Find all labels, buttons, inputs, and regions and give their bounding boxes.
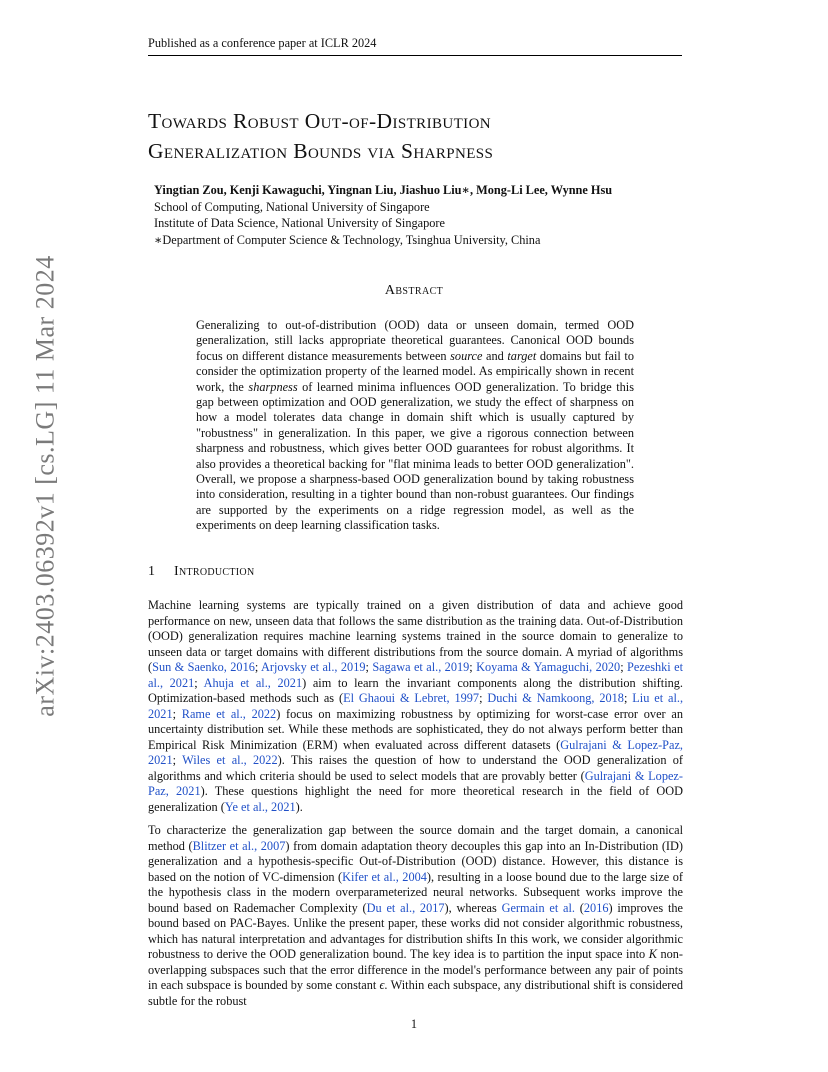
- abstract-heading: Abstract: [384, 283, 444, 298]
- abstract-emphasis-source: source: [450, 348, 483, 363]
- paragraph-text: ) improves the bound based on PAC-Bayes. Unlike the present paper, these works did not consider algorithmic robustness, which has natural interpretation and advantages for distribution shifts In this work, we consider algorithmic robustness to derive the OOD generalization bound. The key idea is to partition the input space into: [148, 900, 683, 961]
- citation-link[interactable]: Germain et al.: [501, 900, 576, 915]
- author-names: Yingtian Zou, Kenji Kawaguchi, Yingnan Liu, Jiashuo Liu∗, Mong-Li Lee, Wynne Hsu: [154, 183, 613, 197]
- abstract-text: and: [482, 348, 508, 363]
- paragraph-text: ;: [254, 660, 262, 674]
- math-symbol-k: K: [648, 947, 657, 961]
- paragraph-text: ;: [620, 660, 628, 674]
- affiliation-2: Institute of Data Science, National University of Singapore: [154, 216, 445, 230]
- citation-link[interactable]: Pezeshki et al., 2021: [148, 660, 684, 690]
- paragraph-text: ;: [194, 675, 204, 690]
- abstract-text: Generalizing to out-of-distribution (OOD) data or unseen domain, termed OOD generalization, still lacks appropriate theoretical guarantees. Canonical OOD bounds focus on different distance measurements between: [196, 318, 634, 363]
- citation-link[interactable]: Koyama & Yamaguchi, 2020: [476, 660, 621, 674]
- introduction-paragraph-1: [148, 598, 683, 815]
- abstract-body: [196, 318, 634, 534]
- paragraph-text: ;: [479, 691, 488, 705]
- abstract-text: of learned minima influences OOD generalization. To bridge this gap between optimization and OOD generalization, we study the effect of sharpness on how a model tolerates data change in domain shift which is usually captured by "robustness" in generalization. In this paper, we give a rigorous connection between sharpness and robustness, which gives better OOD guarantees for robust algorithms. It also provides a theoretical backing for "flat minima leads to better OOD generalization". Overall, we propose a sharpness-based OOD generalization bound by taking robustness into consideration, resulting in a tighter bound than non-robust guarantees. Our findings are supported by the experiments on a ridge regression model, as well as the experiments on deep learning classification tasks.: [196, 379, 634, 533]
- paper-title-line-1: Towards Robust Out-of-Distribution: [148, 109, 492, 133]
- paragraph-text: . Within each subspace, any distributional shift is considered subtle for the robust: [148, 978, 683, 1008]
- paragraph-text: ;: [469, 660, 477, 674]
- citation-link[interactable]: Arjovsky et al., 2019: [261, 660, 366, 674]
- section-number: 1: [148, 564, 156, 579]
- citation-link[interactable]: Sagawa et al., 2019: [372, 660, 470, 674]
- page-number: 1: [410, 1017, 418, 1031]
- abstract-emphasis-sharpness: sharpness: [248, 379, 298, 394]
- math-symbol-epsilon: ϵ: [379, 978, 385, 992]
- affiliation-1: School of Computing, National University of Singapore: [154, 199, 430, 214]
- paragraph-text: ;: [623, 691, 633, 705]
- arxiv-identifier-text: arXiv:2403.06392v1 [cs.LG] 11 Mar 2024: [31, 255, 60, 717]
- citation-link[interactable]: 2016: [583, 900, 609, 915]
- paragraph-text: Machine learning systems are typically trained on a given distribution of data and achieve good performance on new, unseen data that follows the same distribution as the training data. Out-of-Distribution (OOD) generalization requires machine learning systems trained in the source domain to generalize to unseen data or target domains with different distributions from the source domain. A myriad of algorithms (: [148, 598, 683, 674]
- citation-link[interactable]: Du et al., 2017: [366, 900, 445, 915]
- paragraph-text: To characterize the generalization gap between the source domain and the target domain, a canonical method (: [148, 823, 683, 853]
- citation-link[interactable]: Gulrajani & Lopez-Paz, 2021: [148, 768, 683, 798]
- paragraph-text: ).: [295, 799, 303, 814]
- paragraph-text: ;: [172, 753, 183, 767]
- citation-link[interactable]: El Ghaoui & Lebret, 1997: [343, 691, 480, 705]
- paragraph-text: ;: [365, 660, 373, 674]
- paragraph-text: (: [575, 900, 584, 915]
- paragraph-text: ) focus on maximizing robustness by optimizing for worst-case error over an uncertainty distribution set. While these methods are sophisticated, they do not always perform better than Empirical Risk Minimization (ERM) when evaluated across different datasets (: [148, 706, 683, 752]
- citation-link[interactable]: Sun & Saenko, 2016: [152, 660, 255, 674]
- paragraph-text: ). This raises the question of how to understand the OOD generalization of algorithms and which criteria should be used to select models that are provably better (: [148, 753, 683, 783]
- paragraph-text: ;: [172, 706, 182, 721]
- paragraph-text: ), resulting in a loose bound due to the large size of the hypothesis class in the modern overparameterized neural networks. Subsequent works improve the bound based on Rademacher Complexity (: [148, 869, 683, 915]
- author-block: [154, 182, 694, 248]
- abstract-text: domains but fail to consider the optimization property of the learned model. As empirically shown in recent work, the: [196, 348, 634, 394]
- citation-link[interactable]: Rame et al., 2022: [181, 706, 277, 721]
- citation-link[interactable]: Ye et al., 2021: [224, 799, 296, 814]
- paragraph-text: ). These questions highlight the need for more theoretical research in the field of OOD generalization (: [148, 784, 683, 814]
- paper-title: [148, 106, 708, 166]
- paper-title-line-2: Generalization Bounds via Sharpness: [148, 139, 494, 163]
- running-header: Published as a conference paper at ICLR 2024: [148, 36, 682, 56]
- arxiv-identifier-stamp: [26, 255, 66, 717]
- section-title: Introduction: [174, 564, 255, 579]
- citation-link[interactable]: Liu et al., 2021: [148, 691, 684, 721]
- citation-link[interactable]: Gulrajani & Lopez-Paz, 2021: [148, 737, 683, 767]
- section-heading-introduction: [148, 564, 688, 580]
- introduction-paragraph-2: [148, 823, 683, 1009]
- paragraph-text: ), whereas: [444, 900, 502, 915]
- abstract-emphasis-target: target: [507, 348, 537, 363]
- citation-link[interactable]: Ahuja et al., 2021: [203, 675, 303, 690]
- paragraph-text: ) aim to learn the invariant components along the distribution shifting. Optimization-based methods such as (: [148, 675, 683, 705]
- paragraph-text: ) from domain adaptation theory decouples this gap into an In-Distribution (ID) generalization and a hypothesis-specific Out-of-Distribution (OOD) distance. However, this distance is based on the notion of VC-dimension (: [148, 838, 683, 884]
- paragraph-text: non-overlapping subspaces such that the error difference in the model's performance between any pair of points in each subspace is bounded by some constant: [148, 947, 683, 992]
- affiliation-3: ∗Department of Computer Science & Technology, Tsinghua University, China: [154, 232, 541, 247]
- introduction-body: [148, 598, 683, 1017]
- citation-link[interactable]: Kifer et al., 2004: [342, 869, 427, 884]
- citation-link[interactable]: Duchi & Namkoong, 2018: [487, 691, 624, 705]
- citation-link[interactable]: Wiles et al., 2022: [182, 753, 278, 767]
- citation-link[interactable]: Blitzer et al., 2007: [192, 838, 286, 853]
